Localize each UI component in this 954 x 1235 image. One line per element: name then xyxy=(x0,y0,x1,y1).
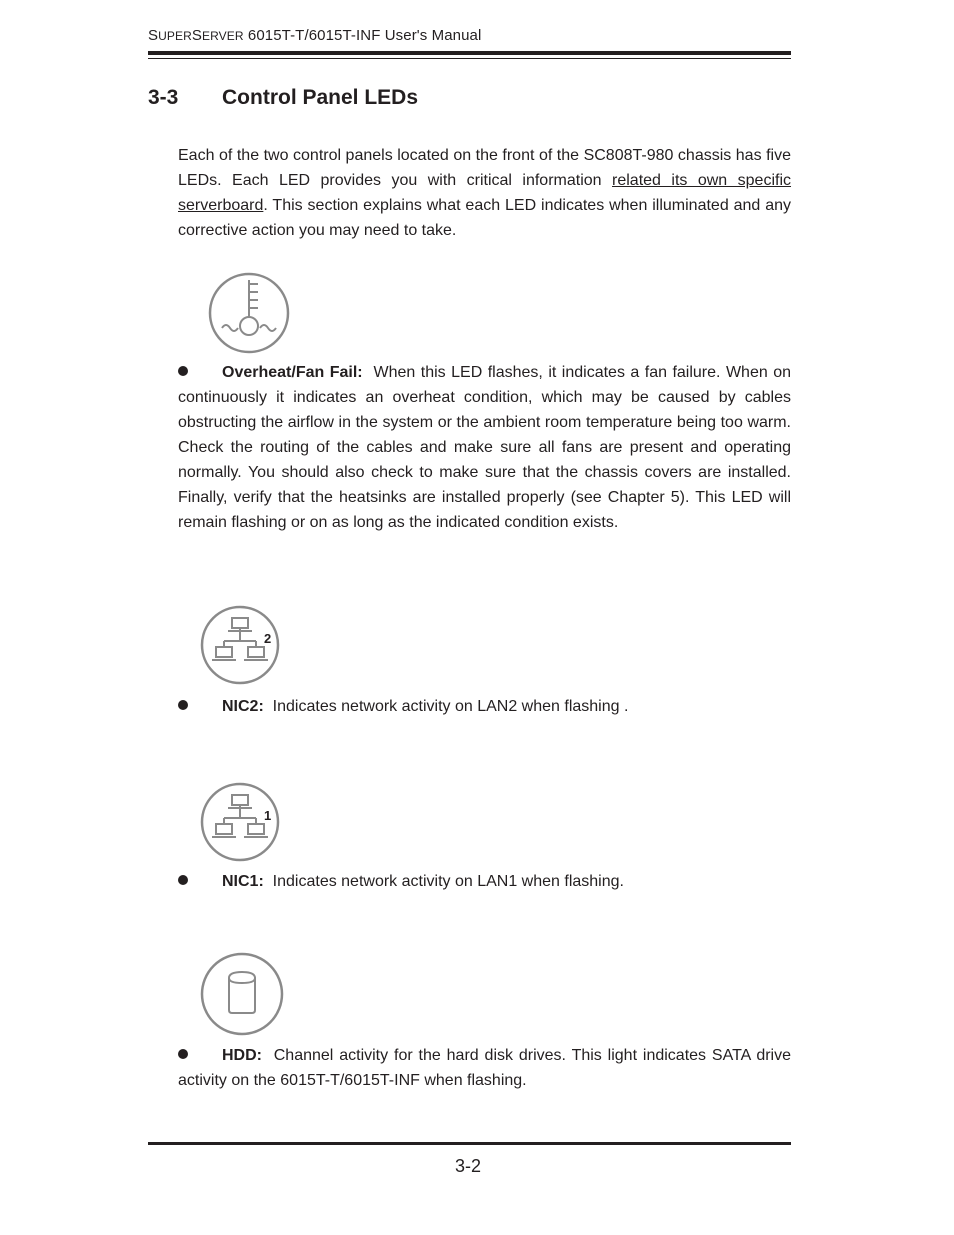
led-description: Indicates network activity on LAN2 when flashing . xyxy=(272,698,629,715)
led-name: NIC1: xyxy=(222,873,264,890)
footer-rule xyxy=(148,1142,791,1145)
led-item-nic1 xyxy=(178,869,791,894)
led-name: HDD: xyxy=(222,1047,262,1064)
thermometer-icon xyxy=(208,272,290,354)
section-title: Control Panel LEDs xyxy=(222,86,419,109)
nic1-icon-label: 1 xyxy=(264,808,272,823)
led-item-hdd xyxy=(178,1043,791,1093)
led-item-nic2 xyxy=(178,694,791,719)
led-name: NIC2: xyxy=(222,698,264,715)
network-icon xyxy=(200,605,280,685)
led-description: When this LED flashes, it indicates a fan failure. When on continuously it indicates an overheat condition, which may be caused by cables obstructing the airflow in the system or the ambient room temperature being too warm. Check the routing of the cables and make sure all fans are present and operating normally. You should also check to make sure that the chassis covers are installed. Finally, verify that the heatsinks are installed properly (see Chapter 5). This LED will remain flashing or on as long as the indicated condition exists. xyxy=(178,364,791,531)
led-description: Indicates network activity on LAN1 when flashing. xyxy=(272,873,624,890)
section-number: 3-3 xyxy=(148,86,179,109)
led-name: Overheat/Fan Fail: xyxy=(222,364,363,381)
intro-paragraph: Each of the two control panels located on the front of the SC808T-980 chassis has five LEDs. Each LED provides you with critical information related its own specific serverboard. This section explains what each LED indicates when illuminated and any corrective action you may need to take. xyxy=(178,147,792,239)
nic2-icon-label: 2 xyxy=(264,631,272,646)
led-item-overheat xyxy=(178,360,791,535)
header-rule-thin xyxy=(148,58,791,59)
header-rule xyxy=(148,51,791,55)
network-icon xyxy=(200,782,280,862)
page-number: 3-2 xyxy=(455,1156,482,1176)
hard-disk-icon xyxy=(200,952,284,1036)
intro-underlined-text: related its own specific serverboard xyxy=(178,172,792,214)
running-header: SUPERSERVER 6015T-T/6015T-INF User's Manual xyxy=(148,27,482,44)
led-description: Channel activity for the hard disk drives. This light indicates SATA drive activity on the 6015T-T/6015T-INF when flashing. xyxy=(178,1047,792,1089)
